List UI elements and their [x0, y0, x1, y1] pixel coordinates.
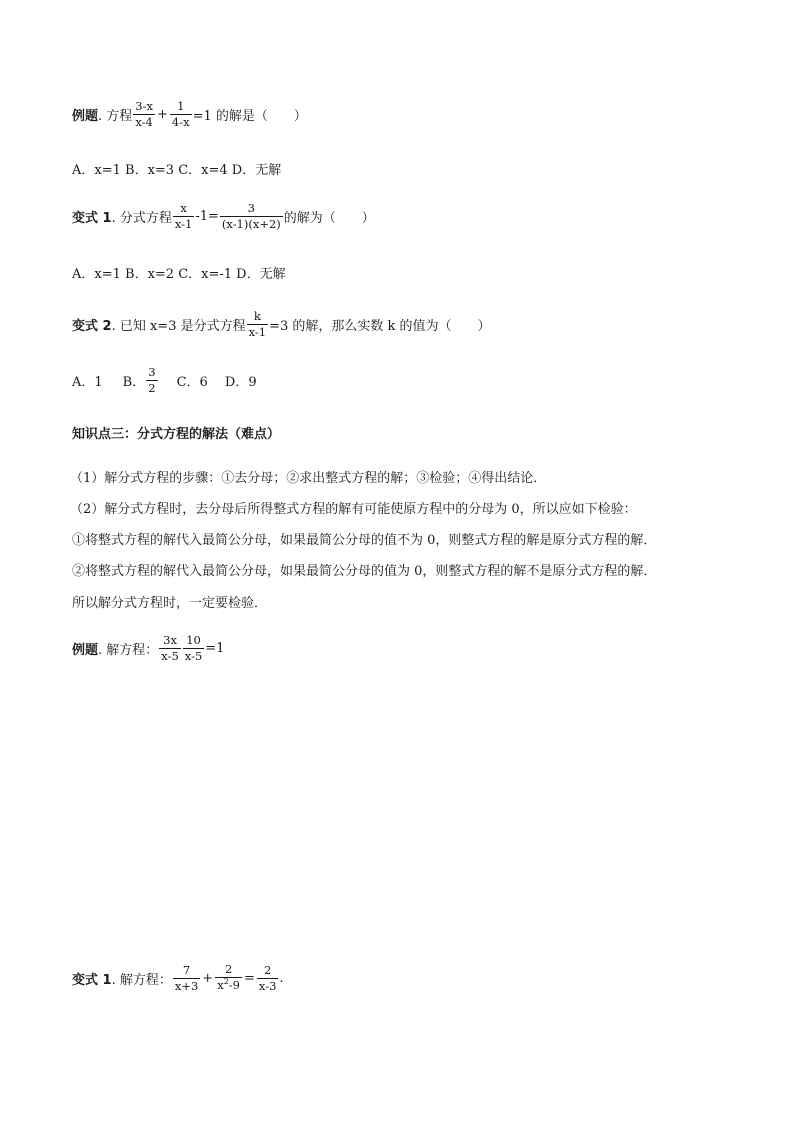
option-cd: C．6 D．9: [176, 374, 257, 390]
variant1-mid: -1=: [195, 208, 219, 224]
numerator: 3: [247, 200, 255, 215]
numerator: 7: [182, 962, 191, 977]
den-base: x: [217, 978, 224, 992]
equals-sign: =: [244, 970, 255, 986]
numerator: 10: [186, 632, 201, 647]
numerator: 1: [177, 98, 185, 113]
example1-fraction-2: [170, 100, 192, 129]
variant1-question: [72, 198, 375, 234]
denominator: [215, 977, 242, 993]
plus-sign: +: [156, 106, 168, 122]
variant2-question: [72, 306, 491, 342]
numerator: 2: [224, 962, 233, 976]
section-paragraph-2: （2）解分式方程时，去分母后所得整式方程的解有可能使原方程中的分母为 0，所以应如下检验：: [70, 501, 637, 517]
numerator: x: [180, 200, 187, 215]
variant2-suffix: =3 的解，那么实数 k 的值为（ ）: [269, 318, 491, 334]
example1-question: [72, 96, 307, 132]
example1-prefix: . 方程: [98, 108, 133, 124]
section-title: 知识点三：分式方程的解法（难点）: [72, 426, 281, 442]
variant1-fraction-1: [173, 202, 195, 231]
variant1-fraction-2: [220, 202, 283, 231]
denominator: x-1: [248, 324, 267, 339]
option-b-prefix: B．: [122, 374, 146, 390]
variant1-prefix: . 分式方程: [111, 210, 172, 226]
example2-fraction-1: [159, 634, 181, 663]
variant1-options: A．x=1 B．x=2 C．x=-1 D．无解: [72, 266, 286, 282]
example1-options: A．x=1 B．x=3 C．x=4 D．无解: [72, 162, 282, 178]
section-paragraph-3: ①将整式方程的解代入最简公分母，如果最简公分母的值不为 0，则整式方程的解是原分式方程的解．: [72, 532, 657, 548]
example2-prefix: . 解方程：: [98, 642, 159, 658]
plus-sign: +: [202, 970, 214, 986]
den-rest: -9: [228, 978, 240, 992]
variant3-prefix: . 解方程：: [111, 972, 172, 988]
example1-label: 例题: [72, 108, 99, 124]
numerator: 3: [148, 364, 156, 379]
variant3-fraction-2: [215, 963, 242, 993]
numerator: 3-x: [135, 98, 153, 113]
example1-fraction-1: [133, 100, 155, 129]
den-exponent: 2: [223, 977, 229, 986]
example2-fraction-2: [183, 634, 205, 663]
example2-label: 例题: [72, 642, 99, 658]
option-b-fraction: [146, 366, 157, 395]
denominator: x-3: [258, 978, 277, 993]
variant3-fraction-3: [257, 964, 279, 993]
section-paragraph-4: ②将整式方程的解代入最简公分母，如果最简公分母的值为 0，则整式方程的解不是原分式方程的解．: [72, 563, 657, 579]
numerator: k: [253, 308, 261, 323]
denominator: (x-1)(x+2): [221, 216, 281, 231]
variant2-options: [72, 362, 257, 398]
example2-suffix: =1: [205, 640, 225, 656]
denominator: x-5: [161, 648, 179, 663]
denominator: x-5: [184, 648, 203, 663]
section-paragraph-5: 所以解分式方程时，一定要检验．: [72, 595, 268, 611]
variant2-fraction: [247, 310, 269, 339]
denominator: x-4: [135, 114, 153, 129]
denominator: x-1: [174, 216, 193, 231]
variant3-suffix: .: [279, 970, 284, 986]
example1-suffix: =1 的解是（ ）: [192, 108, 307, 124]
denominator: 2: [148, 380, 156, 395]
variant2-label: 变式 2: [72, 318, 112, 334]
denominator: x+3: [174, 978, 199, 993]
variant3-question: [72, 960, 284, 996]
variant2-prefix: . 已知 x=3 是分式方程: [111, 318, 246, 334]
variant1-label: 变式 1: [72, 210, 112, 226]
numerator: 3x: [163, 632, 177, 647]
example2-question: [72, 630, 224, 666]
denominator: 4-x: [171, 114, 190, 129]
variant1-suffix: 的解为（ ）: [283, 210, 375, 226]
option-a: A．1: [72, 374, 103, 390]
numerator: 2: [263, 962, 272, 977]
section-paragraph-1: （1）解分式方程的步骤：①去分母；②求出整式方程的解；③检验；④得出结论．: [70, 470, 547, 486]
variant3-label: 变式 1: [72, 972, 112, 988]
variant3-fraction-1: [173, 964, 200, 993]
